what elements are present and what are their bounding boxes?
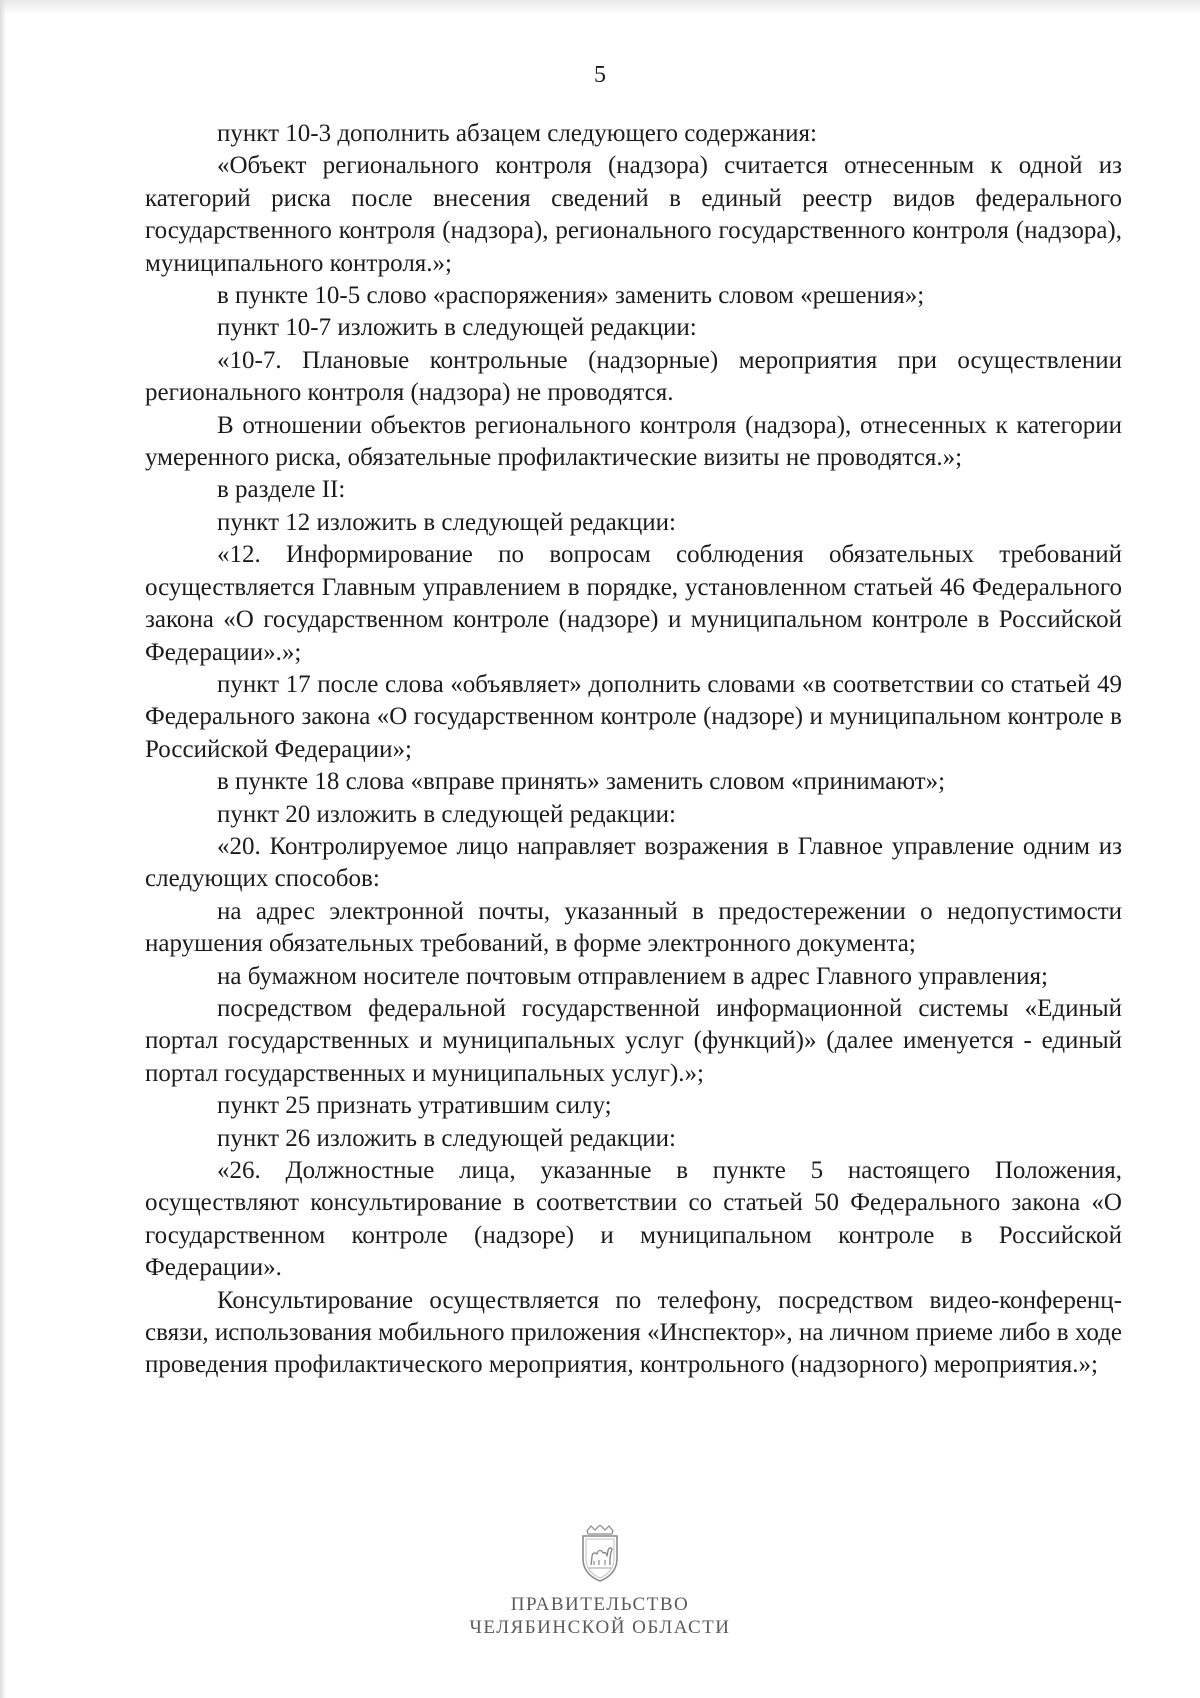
paragraph: пункт 25 признать утратившим силу; <box>217 1092 612 1120</box>
document-body <box>145 118 1122 1382</box>
paragraph: пункт 26 изложить в следующей редакции: <box>217 1124 676 1152</box>
paragraph: В отношении объектов регионального контроля (надзора), отнесенных к категории умеренного риска, обязательные профилактические визиты не проводятся.»; <box>145 411 1122 472</box>
paragraph: пункт 20 изложить в следующей редакции: <box>217 800 676 828</box>
paragraph: на бумажном носителе почтовым отправлением в адрес Главного управления; <box>217 962 1048 990</box>
scan-edge-top <box>0 0 1200 14</box>
paragraph: «10-7. Плановые контрольные (надзорные) мероприятия при осуществлении регионального контроля (надзора) не проводятся. <box>145 346 1122 407</box>
paragraph: «20. Контролируемое лицо направляет возражения в Главное управление одним из следующих способов: <box>145 832 1122 893</box>
chelyabinsk-coat-of-arms-icon <box>577 1525 623 1583</box>
footer-line-2: ЧЕЛЯБИНСКОЙ ОБЛАСТИ <box>469 1617 731 1638</box>
footer-line-1: ПРАВИТЕЛЬСТВО <box>510 1594 690 1615</box>
page-number: 5 <box>594 62 606 88</box>
paragraph: в разделе II: <box>217 476 346 504</box>
paragraph: в пункте 18 слова «вправе принять» заменить словом «принимают»; <box>217 768 946 796</box>
paragraph: пункт 12 изложить в следующей редакции: <box>217 508 676 536</box>
paragraph: «12. Информирование по вопросам соблюдения обязательных требований осуществляется Главным управлением в порядке, установленном статьей 46 Федерального закона «О государственном контроле (надзоре) и муниципальном контроле в Российской Федерации».»; <box>145 541 1122 666</box>
paragraph: «Объект регионального контроля (надзора) считается отнесенным к одной из категорий риска после внесения сведений в единый реестр видов федерального государственного контроля (надзора), регионального государственного контроля (надзора), муниципального контроля.»; <box>145 152 1122 277</box>
scan-edge-left <box>0 0 6 1698</box>
paragraph: пункт 10-3 дополнить абзацем следующего содержания: <box>217 120 817 147</box>
paragraph: посредством федеральной государственной информационной системы «Единый портал государственных и муниципальных услуг (функций)» (далее именуется - единый портал государственных и муниципальных услуг).»; <box>145 994 1122 1087</box>
paragraph: в пункте 10-5 слово «распоряжения» заменить словом «решения»; <box>217 282 925 310</box>
paragraph: «26. Должностные лица, указанные в пункте 5 настоящего Положения, осуществляют консультирование в соответствии со статьей 50 Федерального закона «О государственном контроле (надзоре) и муниципальном контроле в Российской Федерации». <box>145 1157 1122 1282</box>
paragraph: пункт 17 после слова «объявляет» дополнить словами «в соответствии со статьей 49 Федерального закона «О государственном контроле (надзоре) и муниципальном контроле в Российской Федерации»; <box>145 670 1122 763</box>
government-seal <box>0 1525 1200 1639</box>
paragraph: Консультирование осуществляется по телефону, посредством видео-конференц-связи, использования мобильного приложения «Инспектор», на личном приеме либо в ходе проведения профилактического мероприятия, контрольного (надзорного) мероприятия.»; <box>145 1286 1122 1379</box>
paragraph: на адрес электронной почты, указанный в предостережении о недопустимости нарушения обязательных требований, в форме электронного документа; <box>145 897 1122 958</box>
paragraph: пункт 10-7 изложить в следующей редакции: <box>217 314 697 342</box>
